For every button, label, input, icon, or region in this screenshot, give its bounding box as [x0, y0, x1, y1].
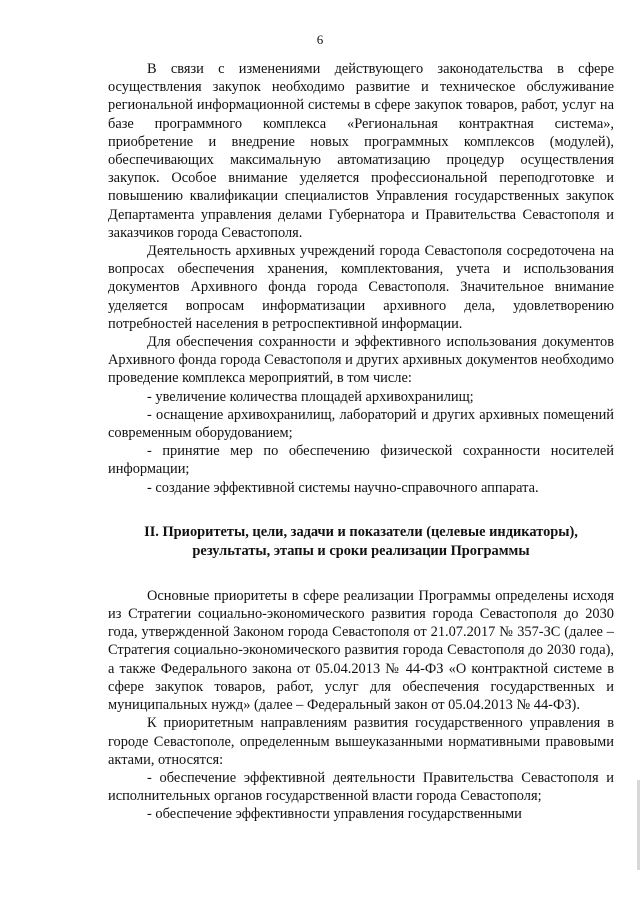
list-item: - создание эффективной системы научно-справочного аппарата. [147, 479, 539, 496]
paragraph-priority-directions: К приоритетным направлениям развития государственного управления в городе Севастополе, определенным вышеуказанными нормативными правовыми актами, относятся: [108, 715, 614, 768]
paragraph-archives: Деятельность архивных учреждений города Севастополя сосредоточена на вопросах обеспечения хранения, комплектования, учета и использования документов Архивного фонда города Севастополя. Значительное внимание уделяется вопросам информатизации архивного дела, удовлетворению потребностей населения в ретроспективной информации. [108, 243, 614, 332]
list-item: - оснащение архивохранилищ, лабораторий и других архивных помещений современным оборудованием; [108, 406, 614, 442]
paragraph-priorities: Основные приоритеты в сфере реализации Программы определены исходя из Стратегии социально-экономического развития города Севастополя до 2030 года, утвержденной Законом города Севастополя от 21.07.2017 № 357-ЗС (далее – Стратегия социально-экономического развития города Севастополя до 2030 года), а также Федерального закона от 05.04.2013 № 44-ФЗ «О контрактной системе в сфере закупок товаров, работ, услуг для обеспечения государственных и муниципальных нужд» (далее – Федеральный закон от 05.04.2013 № 44-ФЗ). [108, 587, 614, 714]
paragraph-archive-measures: Для обеспечения сохранности и эффективного использования документов Архивного фонда города Севастополя и других архивных документов необходимо проведение комплекса мероприятий, в том числе: [108, 334, 614, 387]
list-item: - увеличение количества площадей архивохранилищ; [147, 388, 474, 405]
list-item: - принятие мер по обеспечению физической сохранности носителей информации; [108, 443, 614, 478]
paragraph-procurement: В связи с изменениями действующего законодательства в сфере осуществления закупок необходимо развитие и техническое обслуживание региональной информационной системы в сфере закупок товаров, работ, услуг на базе программного комплекса «Региональная контрактная система», приобретение и внедрение новых программных комплексов (модулей), обеспечивающих максимальную автоматизацию процедур осуществления закупок. Особое внимание уделяется профессиональной переподготовке и повышению квалификации специалистов Управления государственных закупок Департамента управления делами Губернатора и Правительства Севастополя и заказчиков города Севастополя. [108, 61, 614, 241]
section-heading-line2: результаты, этапы и сроки реализации Программы [192, 542, 530, 559]
section-heading [108, 523, 614, 561]
list-item: - обеспечение эффективной деятельности Правительства Севастополя и исполнительных органов государственной власти города Севастополя; [108, 769, 614, 805]
list-item: - обеспечение эффективности управления государственными [147, 806, 522, 823]
section-heading-line1: II. Приоритеты, цели, задачи и показатели (целевые индикаторы), [144, 523, 578, 540]
page-number: 6 [316, 32, 324, 47]
document-body [108, 60, 614, 824]
